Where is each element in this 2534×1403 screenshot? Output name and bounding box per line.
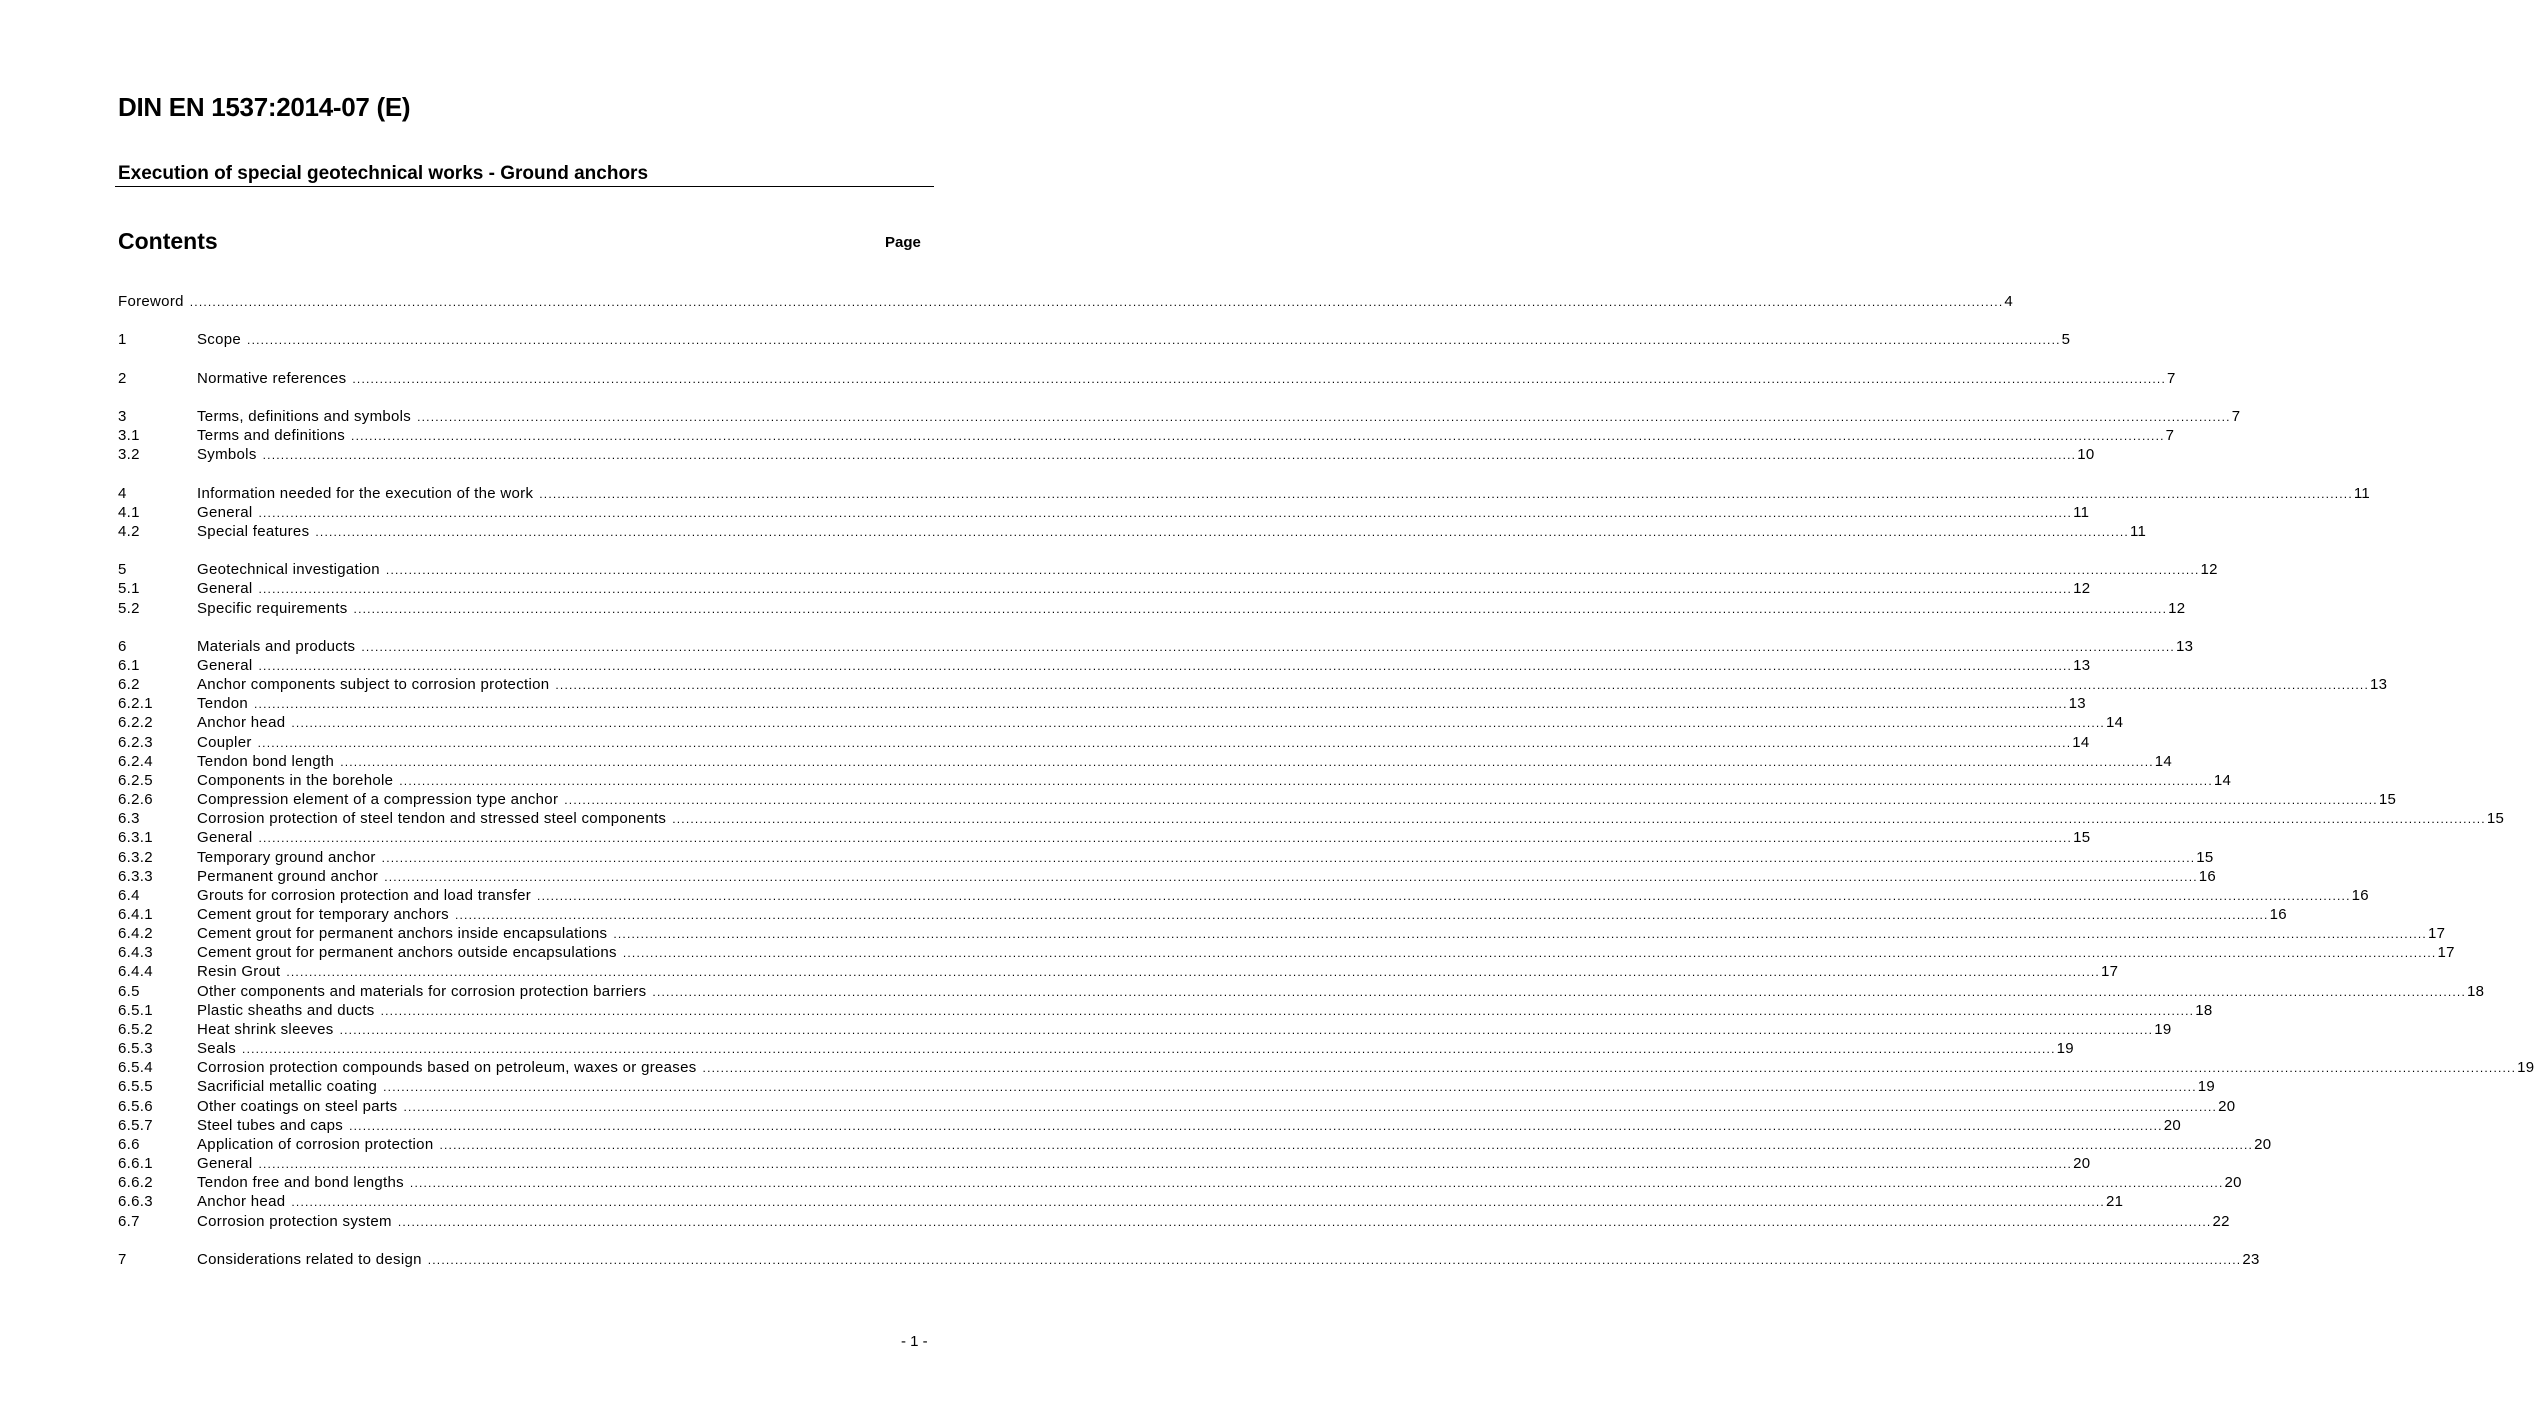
toc-entry-title: Cement grout for permanent anchors outside encapsulations bbox=[197, 944, 617, 962]
toc-entry-page: 20 bbox=[2163, 1116, 2181, 1134]
toc-entry-title: Cement grout for temporary anchors bbox=[197, 906, 449, 923]
toc-entry[interactable] bbox=[118, 407, 2241, 427]
toc-entry-page: 16 bbox=[2269, 906, 2287, 923]
toc-entry-number: 7 bbox=[118, 1250, 127, 1268]
page-number: - 1 - bbox=[901, 1333, 928, 1350]
toc-dot-leader: ................................................................................................................................................................................................................................................................................................................................................................................................................ bbox=[454, 908, 2269, 922]
toc-entry-title: Symbols bbox=[197, 446, 257, 464]
toc-entry-title: Tendon bbox=[197, 695, 249, 713]
toc-entry[interactable] bbox=[118, 1040, 2074, 1059]
toc-entry-title: General bbox=[197, 580, 253, 598]
toc-entry-title: Anchor components subject to corrosion protection bbox=[197, 676, 550, 694]
toc-entry-number: 6.5.5 bbox=[118, 1078, 153, 1096]
toc-entry[interactable] bbox=[118, 503, 2090, 523]
toc-entry-number: 1 bbox=[118, 331, 127, 349]
toc-dot-leader: ................................................................................................................................................................................................................................................................................................................................................................................................................ bbox=[286, 965, 2100, 980]
toc-entry[interactable] bbox=[118, 867, 2217, 887]
toc-entry[interactable] bbox=[118, 446, 2095, 465]
toc-dot-leader: ................................................................................................................................................................................................................................................................................................................................................................................................................ bbox=[672, 812, 2486, 827]
toc-entry-number: 6.2.3 bbox=[118, 733, 153, 751]
toc-entry-title: Resin Grout bbox=[197, 963, 281, 981]
toc-dot-leader: ................................................................................................................................................................................................................................................................................................................................................................................................................ bbox=[315, 524, 2129, 539]
toc-entry-number: 5.2 bbox=[118, 599, 140, 617]
toc-entry-title: Steel tubes and caps bbox=[197, 1116, 344, 1134]
toc-entry-title: Other coatings on steel parts bbox=[197, 1097, 398, 1115]
toc-entry-title: Compression element of a compression type anchor bbox=[197, 791, 559, 809]
toc-entry[interactable] bbox=[118, 906, 2287, 925]
toc-entry-page: 11 bbox=[2073, 503, 2090, 521]
toc-entry[interactable] bbox=[118, 752, 2173, 772]
toc-entry-title: Tendon bond length bbox=[197, 752, 335, 770]
toc-entry-number: 6.5.1 bbox=[118, 1001, 153, 1019]
toc-entry[interactable] bbox=[118, 1212, 2230, 1232]
toc-entry-page: 16 bbox=[2351, 886, 2369, 904]
toc-entry-title: Tendon free and bond lengths bbox=[197, 1174, 404, 1192]
toc-entry-page: 11 bbox=[2129, 522, 2147, 540]
toc-entry-number: 6.2.4 bbox=[118, 752, 153, 770]
toc-entry-title: General bbox=[197, 656, 253, 674]
toc-entry-number: 6 bbox=[118, 637, 127, 655]
toc-entry-page: 20 bbox=[2224, 1174, 2242, 1192]
toc-entry[interactable] bbox=[118, 637, 2194, 657]
toc-entry-page: 15 bbox=[2073, 829, 2091, 847]
toc-entry[interactable] bbox=[118, 561, 2218, 580]
toc-entry-page: 13 bbox=[2068, 695, 2086, 713]
toc-dot-leader: ................................................................................................................................................................................................................................................................................................................................................................................................................ bbox=[427, 1252, 2242, 1267]
toc-dot-leader: ................................................................................................................................................................................................................................................................................................................................................................................................................ bbox=[247, 333, 2061, 348]
toc-entry-page: 7 bbox=[2165, 427, 2175, 445]
toc-dot-leader: ................................................................................................................................................................................................................................................................................................................................................................................................................ bbox=[258, 582, 2073, 597]
toc-entry-page: 12 bbox=[2168, 599, 2186, 617]
toc-entry-page: 17 bbox=[2427, 925, 2446, 943]
toc-dot-leader: ................................................................................................................................................................................................................................................................................................................................................................................................................ bbox=[189, 295, 2004, 309]
toc-entry-page: 12 bbox=[2073, 580, 2091, 598]
toc-dot-leader: ................................................................................................................................................................................................................................................................................................................................................................................................................ bbox=[417, 409, 2231, 424]
toc-entry-page: 11 bbox=[2353, 484, 2371, 502]
title-divider bbox=[115, 186, 934, 187]
toc-entry-title: Heat shrink sleeves bbox=[197, 1020, 334, 1038]
toc-entry-title: Corrosion protection compounds based on petroleum, waxes or greases bbox=[197, 1059, 697, 1077]
toc-entry[interactable] bbox=[118, 656, 2091, 676]
toc-entry[interactable] bbox=[118, 771, 2232, 791]
toc-entry-page: 7 bbox=[2231, 407, 2241, 425]
toc-entry-title: Specific requirements bbox=[197, 599, 348, 617]
toc-dot-leader: ................................................................................................................................................................................................................................................................................................................................................................................................................ bbox=[397, 1214, 2212, 1229]
toc-entry-title: Application of corrosion protection bbox=[197, 1135, 434, 1153]
toc-entry-number: 5.1 bbox=[118, 580, 140, 598]
toc-entry-page: 15 bbox=[2196, 848, 2214, 866]
toc-dot-leader: ................................................................................................................................................................................................................................................................................................................................................................................................................ bbox=[258, 1157, 2073, 1172]
toc-entry-page: 7 bbox=[2166, 369, 2176, 387]
toc-dot-leader: ................................................................................................................................................................................................................................................................................................................................................................................................................ bbox=[339, 1022, 2154, 1037]
toc-dot-leader: ................................................................................................................................................................................................................................................................................................................................................................................................................ bbox=[613, 927, 2427, 942]
toc-entry-page: 22 bbox=[2212, 1212, 2230, 1230]
toc-entry-page: 14 bbox=[2154, 752, 2173, 770]
toc-dot-leader: ................................................................................................................................................................................................................................................................................................................................................................................................................ bbox=[352, 371, 2166, 386]
toc-entry-title: Sacrificial metallic coating bbox=[197, 1078, 378, 1096]
toc-entry-number: 6.2.2 bbox=[118, 714, 153, 732]
toc-dot-leader: ................................................................................................................................................................................................................................................................................................................................................................................................................ bbox=[399, 773, 2213, 788]
toc-entry-title: Information needed for the execution of the work bbox=[197, 484, 534, 502]
toc-entry-number: 6.3.3 bbox=[118, 867, 153, 885]
toc-entry-title: General bbox=[197, 829, 253, 847]
toc-entry-page: 17 bbox=[2437, 944, 2455, 962]
toc-entry-title: Temporary ground anchor bbox=[197, 848, 376, 866]
toc-dot-leader: ................................................................................................................................................................................................................................................................................................................................................................................................................ bbox=[262, 448, 2077, 463]
toc-dot-leader: ................................................................................................................................................................................................................................................................................................................................................................................................................ bbox=[385, 563, 2200, 578]
toc-entry-title: Normative references bbox=[197, 369, 347, 387]
toc-entry[interactable] bbox=[118, 963, 2119, 982]
toc-entry[interactable] bbox=[118, 1116, 2181, 1136]
toc-entry-title: Considerations related to design bbox=[197, 1250, 422, 1268]
toc-entry[interactable] bbox=[118, 1059, 2534, 1078]
toc-dot-leader: ................................................................................................................................................................................................................................................................................................................................................................................................................ bbox=[439, 1137, 2254, 1152]
toc-entry-number: 3.1 bbox=[118, 427, 140, 445]
toc-entry-page: 13 bbox=[2073, 656, 2091, 674]
toc-entry[interactable] bbox=[118, 944, 2455, 963]
toc-entry[interactable] bbox=[118, 982, 2485, 1002]
toc-entry[interactable] bbox=[118, 599, 2186, 619]
toc-entry-number: 6.2.6 bbox=[118, 791, 153, 809]
toc-entry[interactable] bbox=[118, 1155, 2091, 1174]
toc-entry-title: Permanent ground anchor bbox=[197, 867, 379, 885]
toc-entry-number: 6.6.2 bbox=[118, 1174, 153, 1192]
toc-entry-title: Grouts for corrosion protection and load transfer bbox=[197, 886, 532, 904]
toc-entry-title: Terms, definitions and symbols bbox=[197, 407, 412, 425]
toc-entry-title: Components in the borehole bbox=[197, 771, 394, 789]
toc-entry-page: 16 bbox=[2198, 867, 2217, 885]
toc-entry-number: 6.6.1 bbox=[118, 1155, 153, 1173]
toc-entry-page: 20 bbox=[2073, 1155, 2091, 1173]
toc-entry-number: 6.5.6 bbox=[118, 1097, 153, 1115]
toc-dot-leader: ................................................................................................................................................................................................................................................................................................................................................................................................................ bbox=[537, 888, 2351, 903]
toc-entry[interactable] bbox=[118, 1174, 2242, 1193]
toc-dot-leader: ................................................................................................................................................................................................................................................................................................................................................................................................................ bbox=[291, 1195, 2105, 1210]
table-of-contents bbox=[118, 293, 2534, 1270]
toc-dot-leader: ................................................................................................................................................................................................................................................................................................................................................................................................................ bbox=[351, 429, 2165, 444]
toc-entry[interactable] bbox=[118, 427, 2175, 446]
toc-dot-leader: ................................................................................................................................................................................................................................................................................................................................................................................................................ bbox=[702, 1061, 2517, 1076]
toc-dot-leader: ................................................................................................................................................................................................................................................................................................................................................................................................................ bbox=[291, 716, 2105, 731]
toc-entry-number: 6.2.5 bbox=[118, 771, 153, 789]
page-column-label: Page bbox=[885, 234, 921, 251]
toc-entry-number: 6.5.3 bbox=[118, 1040, 153, 1058]
toc-entry-page: 14 bbox=[2072, 733, 2090, 751]
toc-dot-leader: ................................................................................................................................................................................................................................................................................................................................................................................................................ bbox=[258, 831, 2073, 846]
toc-entry-number: 3 bbox=[118, 407, 127, 425]
toc-dot-leader: ................................................................................................................................................................................................................................................................................................................................................................................................................ bbox=[383, 1080, 2197, 1095]
toc-entry-number: 6.4 bbox=[118, 886, 140, 904]
toc-entry-title: Coupler bbox=[197, 733, 252, 751]
toc-entry-number: 4 bbox=[118, 484, 127, 502]
toc-entry[interactable] bbox=[118, 1135, 2272, 1155]
toc-entry[interactable] bbox=[118, 848, 2214, 868]
toc-entry[interactable] bbox=[118, 695, 2086, 714]
toc-dot-leader: ................................................................................................................................................................................................................................................................................................................................................................................................................ bbox=[353, 601, 2168, 616]
toc-dot-leader: ................................................................................................................................................................................................................................................................................................................................................................................................................ bbox=[340, 754, 2154, 769]
toc-entry[interactable] bbox=[118, 1020, 2172, 1040]
document-title: DIN EN 1537:2014-07 (E) bbox=[118, 92, 411, 122]
toc-entry-page: 19 bbox=[2056, 1040, 2074, 1058]
toc-entry[interactable] bbox=[118, 676, 2388, 695]
toc-dot-leader: ................................................................................................................................................................................................................................................................................................................................................................................................................ bbox=[361, 639, 2175, 654]
toc-entry-number: 6.4.1 bbox=[118, 906, 153, 923]
toc-entry-number: 6.4.2 bbox=[118, 925, 153, 943]
toc-entry-title: Seals bbox=[197, 1040, 237, 1058]
toc-entry-page: 15 bbox=[2486, 810, 2505, 828]
toc-entry-page: 4 bbox=[2004, 293, 2014, 310]
toc-entry-number: 6.5 bbox=[118, 982, 140, 1000]
toc-entry-number: 2 bbox=[118, 369, 127, 387]
toc-entry-title: Anchor head bbox=[197, 1193, 286, 1211]
toc-entry-page: 20 bbox=[2254, 1135, 2272, 1153]
toc-entry-title: Corrosion protection of steel tendon and stressed steel components bbox=[197, 810, 667, 828]
toc-entry-title: Plastic sheaths and ducts bbox=[197, 1001, 375, 1019]
toc-entry-number: 6.2.1 bbox=[118, 695, 153, 713]
toc-entry-title: Scope bbox=[197, 331, 242, 349]
toc-dot-leader: ................................................................................................................................................................................................................................................................................................................................................................................................................ bbox=[622, 946, 2437, 961]
toc-dot-leader: ................................................................................................................................................................................................................................................................................................................................................................................................................ bbox=[258, 658, 2073, 673]
toc-entry-title: Corrosion protection system bbox=[197, 1212, 392, 1230]
toc-entry[interactable] bbox=[118, 293, 2014, 312]
toc-entry-number: 4.2 bbox=[118, 522, 140, 540]
toc-entry[interactable] bbox=[118, 810, 2505, 829]
toc-entry-number: 6.3 bbox=[118, 810, 140, 828]
toc-entry-number: 6.5.4 bbox=[118, 1059, 153, 1077]
toc-entry-page: 19 bbox=[2197, 1078, 2216, 1096]
toc-entry-page: 14 bbox=[2105, 714, 2124, 732]
toc-dot-leader: ................................................................................................................................................................................................................................................................................................................................................................................................................ bbox=[242, 1042, 2056, 1057]
toc-entry-number: 6.5.7 bbox=[118, 1116, 153, 1134]
toc-entry[interactable] bbox=[118, 580, 2091, 599]
toc-entry[interactable] bbox=[118, 1193, 2124, 1212]
toc-entry-number: 6.7 bbox=[118, 1212, 140, 1230]
toc-dot-leader: ................................................................................................................................................................................................................................................................................................................................................................................................................ bbox=[539, 486, 2353, 501]
toc-entry[interactable] bbox=[118, 925, 2446, 944]
toc-entry[interactable] bbox=[118, 522, 2147, 542]
toc-entry-page: 14 bbox=[2213, 771, 2232, 789]
toc-dot-leader: ................................................................................................................................................................................................................................................................................................................................................................................................................ bbox=[381, 850, 2196, 865]
toc-entry-title: Materials and products bbox=[197, 637, 356, 655]
toc-dot-leader: ................................................................................................................................................................................................................................................................................................................................................................................................................ bbox=[403, 1099, 2218, 1114]
toc-entry-number: 4.1 bbox=[118, 503, 140, 521]
toc-entry-number: 3.2 bbox=[118, 446, 140, 464]
toc-entry-page: 18 bbox=[2195, 1001, 2213, 1019]
toc-entry-title: Special features bbox=[197, 522, 310, 540]
toc-dot-leader: ................................................................................................................................................................................................................................................................................................................................................................................................................ bbox=[384, 869, 2198, 884]
toc-dot-leader: ................................................................................................................................................................................................................................................................................................................................................................................................................ bbox=[652, 984, 2466, 999]
toc-entry-number: 6.4.3 bbox=[118, 944, 153, 962]
toc-entry[interactable] bbox=[118, 733, 2090, 753]
toc-dot-leader: ................................................................................................................................................................................................................................................................................................................................................................................................................ bbox=[380, 1003, 2195, 1018]
toc-entry-title: General bbox=[197, 1155, 253, 1173]
toc-entry-number: 6.5.2 bbox=[118, 1020, 153, 1038]
toc-entry-page: 5 bbox=[2061, 331, 2071, 349]
toc-entry-page: 13 bbox=[2175, 637, 2194, 655]
toc-entry-page: 23 bbox=[2242, 1250, 2260, 1268]
toc-entry-number: 6.2 bbox=[118, 676, 140, 694]
toc-entry[interactable] bbox=[118, 886, 2369, 906]
toc-entry-page: 13 bbox=[2369, 676, 2388, 694]
toc-entry[interactable] bbox=[118, 1250, 2260, 1270]
toc-entry-number: 6.6 bbox=[118, 1135, 140, 1153]
toc-entry-title: Geotechnical investigation bbox=[197, 561, 380, 579]
toc-dot-leader: ................................................................................................................................................................................................................................................................................................................................................................................................................ bbox=[555, 678, 2369, 693]
toc-entry-title: Foreword bbox=[118, 293, 184, 310]
toc-entry-page: 19 bbox=[2154, 1020, 2172, 1038]
toc-entry[interactable] bbox=[118, 791, 2397, 810]
toc-entry-page: 21 bbox=[2105, 1193, 2124, 1211]
toc-entry-title: Terms and definitions bbox=[197, 427, 346, 445]
toc-entry-number: 6.3.1 bbox=[118, 829, 153, 847]
toc-entry-number: 6.1 bbox=[118, 656, 140, 674]
toc-entry-title: General bbox=[197, 503, 253, 521]
toc-entry[interactable] bbox=[118, 1001, 2213, 1021]
toc-dot-leader: ................................................................................................................................................................................................................................................................................................................................................................................................................ bbox=[564, 793, 2378, 808]
toc-dot-leader: ................................................................................................................................................................................................................................................................................................................................................................................................................ bbox=[349, 1118, 2163, 1133]
toc-dot-leader: ................................................................................................................................................................................................................................................................................................................................................................................................................ bbox=[258, 505, 2073, 520]
toc-entry[interactable] bbox=[118, 369, 2176, 389]
toc-entry[interactable] bbox=[118, 1078, 2216, 1097]
toc-entry-page: 17 bbox=[2100, 963, 2119, 981]
toc-entry-number: 6.3.2 bbox=[118, 848, 153, 866]
toc-entry-title: Cement grout for permanent anchors inside encapsulations bbox=[197, 925, 608, 943]
toc-entry-number: 6.4.4 bbox=[118, 963, 153, 981]
contents-heading: Contents bbox=[118, 228, 218, 254]
toc-entry-title: Anchor head bbox=[197, 714, 286, 732]
toc-entry[interactable] bbox=[118, 714, 2124, 733]
toc-entry-page: 20 bbox=[2218, 1097, 2236, 1115]
toc-entry-number: 6.6.3 bbox=[118, 1193, 153, 1211]
toc-entry-number: 5 bbox=[118, 561, 127, 579]
toc-entry-page: 15 bbox=[2378, 791, 2397, 809]
toc-dot-leader: ................................................................................................................................................................................................................................................................................................................................................................................................................ bbox=[257, 735, 2072, 750]
toc-entry[interactable] bbox=[118, 331, 2071, 350]
toc-entry[interactable] bbox=[118, 1097, 2236, 1117]
toc-entry-page: 18 bbox=[2467, 982, 2485, 1000]
toc-entry[interactable] bbox=[118, 484, 2371, 504]
toc-entry-page: 12 bbox=[2200, 561, 2218, 579]
toc-entry-page: 19 bbox=[2517, 1059, 2534, 1077]
toc-dot-leader: ................................................................................................................................................................................................................................................................................................................................................................................................................ bbox=[409, 1176, 2224, 1191]
toc-entry-title: Other components and materials for corrosion protection barriers bbox=[197, 982, 647, 1000]
toc-entry-page: 10 bbox=[2077, 446, 2095, 464]
toc-entry[interactable] bbox=[118, 829, 2091, 848]
toc-dot-leader: ................................................................................................................................................................................................................................................................................................................................................................................................................ bbox=[254, 697, 2068, 712]
document-subtitle: Execution of special geotechnical works - Ground anchors bbox=[118, 163, 649, 184]
